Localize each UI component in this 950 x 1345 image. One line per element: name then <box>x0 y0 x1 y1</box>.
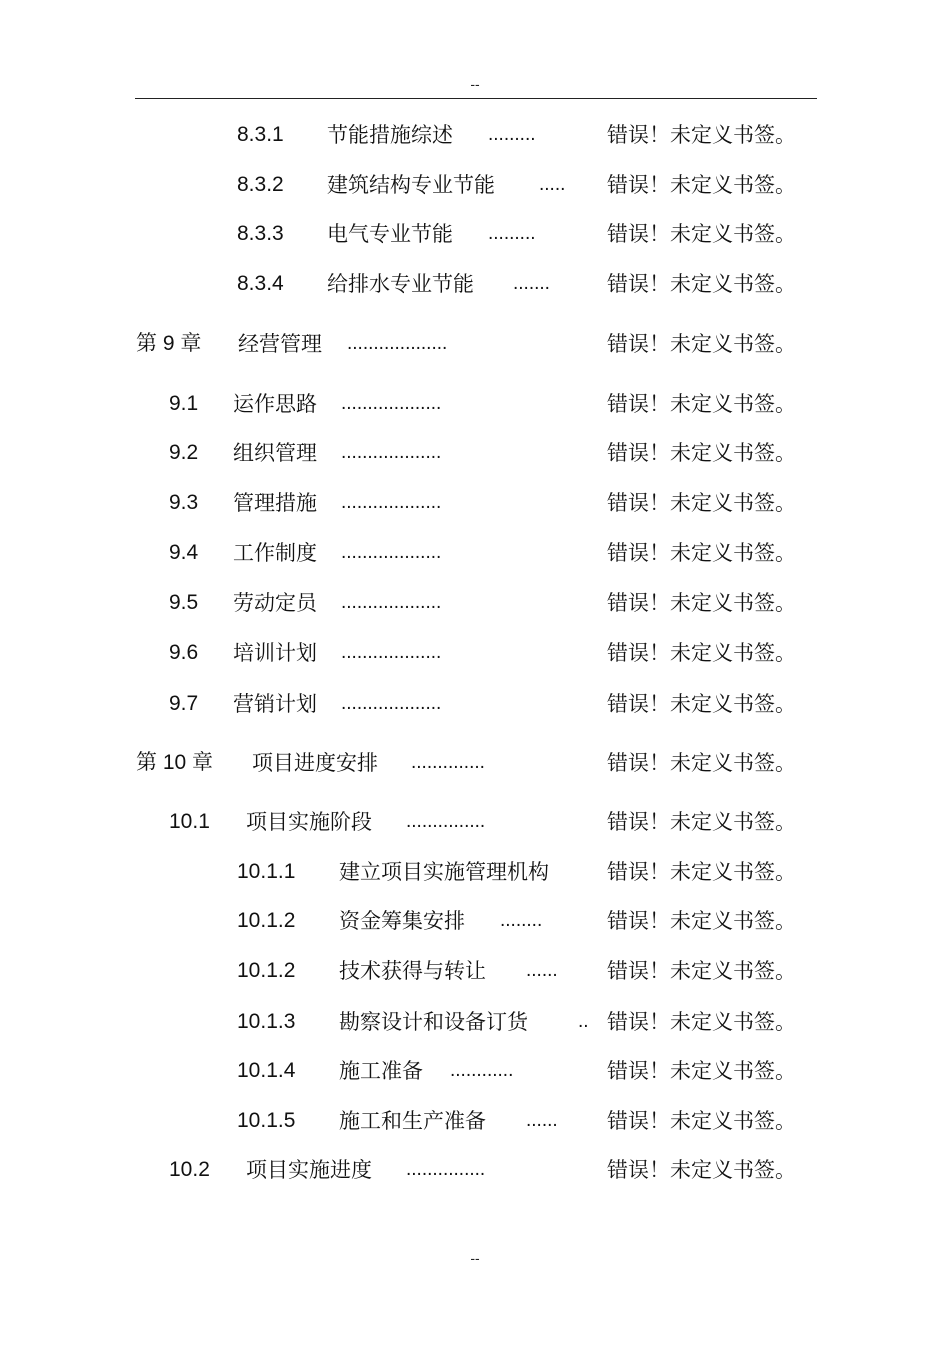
toc-entry-9-3[interactable] <box>0 483 950 523</box>
toc-entry-chapter-9[interactable] <box>0 324 950 364</box>
toc-entry-title: 建筑结构专业节能 <box>327 173 495 197</box>
toc-entry-8-3-4[interactable] <box>0 264 950 304</box>
toc-entry-number: 8.3.3 <box>237 222 284 245</box>
toc-entry-leader: ................... <box>341 693 442 714</box>
toc-entry-title: 项目进度安排 <box>252 751 378 775</box>
footer-page-marker: -- <box>470 1250 480 1266</box>
toc-entry-page-ref: 错误！未定义书签。 <box>607 441 796 465</box>
toc-entry-number: 9.4 <box>169 541 199 564</box>
toc-entry-page-ref: 错误！未定义书签。 <box>607 692 796 716</box>
header-page-marker: -- <box>470 76 480 92</box>
toc-entry-8-3-2[interactable] <box>0 165 950 205</box>
toc-entry-leader: ....... <box>513 273 550 294</box>
toc-entry-title: 技术获得与转让 <box>339 959 486 983</box>
toc-entry-page-ref: 错误！未定义书签。 <box>607 541 796 565</box>
toc-entry-leader: ................... <box>341 542 442 563</box>
toc-entry-9-2[interactable] <box>0 433 950 473</box>
toc-entry-page-ref: 错误！未定义书签。 <box>607 332 796 356</box>
toc-entry-title: 组织管理 <box>233 441 317 465</box>
toc-entry-title: 管理措施 <box>233 491 317 515</box>
toc-entry-page-ref: 错误！未定义书签。 <box>607 1010 796 1034</box>
toc-entry-number: 9.3 <box>169 491 199 514</box>
toc-entry-leader: ......... <box>488 124 536 145</box>
toc-entry-leader: ................... <box>341 442 442 463</box>
toc-entry-title: 培训计划 <box>233 641 317 665</box>
toc-entry-number: 9.6 <box>169 641 199 664</box>
toc-entry-10-1-5[interactable] <box>0 1101 950 1141</box>
toc-entry-title: 项目实施进度 <box>246 1158 372 1182</box>
toc-entry-number: 10.1.5 <box>237 1109 296 1132</box>
toc-entry-10-2[interactable] <box>0 1150 950 1190</box>
toc-entry-number: 10.1.1 <box>237 860 296 883</box>
toc-entry-number: 8.3.2 <box>237 173 284 196</box>
toc-entry-page-ref: 错误！未定义书签。 <box>607 222 796 246</box>
toc-entry-number: 9.2 <box>169 441 199 464</box>
toc-entry-10-1-4[interactable] <box>0 1051 950 1091</box>
toc-entry-number: 10.2 <box>169 1158 210 1181</box>
toc-entry-leader: ...... <box>526 960 558 981</box>
toc-entry-10-1-3[interactable] <box>0 1002 950 1042</box>
toc-entry-number: 第 9 章 <box>136 332 202 355</box>
toc-entry-number: 8.3.1 <box>237 123 284 146</box>
toc-entry-9-4[interactable] <box>0 533 950 573</box>
toc-entry-chapter-10[interactable] <box>0 743 950 783</box>
toc-entry-title: 营销计划 <box>233 692 317 716</box>
toc-entry-page-ref: 错误！未定义书签。 <box>607 1158 796 1182</box>
toc-entry-9-5[interactable] <box>0 583 950 623</box>
toc-entry-9-1[interactable] <box>0 384 950 424</box>
toc-entry-title: 项目实施阶段 <box>246 810 372 834</box>
toc-entry-title: 经营管理 <box>238 332 322 356</box>
toc-entry-9-6[interactable] <box>0 633 950 673</box>
toc-entry-leader: ................... <box>341 492 442 513</box>
toc-entry-10-1-1[interactable] <box>0 852 950 892</box>
toc-entry-number: 9.7 <box>169 692 199 715</box>
toc-entry-title: 工作制度 <box>233 541 317 565</box>
toc-entry-page-ref: 错误！未定义书签。 <box>607 1109 796 1133</box>
toc-entry-title: 给排水专业节能 <box>327 272 474 296</box>
toc-entry-number: 第 10 章 <box>136 751 214 774</box>
toc-entry-leader: ...... <box>526 1110 558 1131</box>
toc-entry-page-ref: 错误！未定义书签。 <box>607 491 796 515</box>
toc-entry-leader: ..... <box>539 174 566 195</box>
toc-entry-8-3-1[interactable] <box>0 115 950 155</box>
toc-entry-number: 10.1.4 <box>237 1059 296 1082</box>
toc-entry-title: 施工和生产准备 <box>339 1109 486 1133</box>
toc-entry-number: 10.1.2 <box>237 909 296 932</box>
toc-entry-title: 节能措施综述 <box>327 123 453 147</box>
toc-entry-title: 电气专业节能 <box>327 222 453 246</box>
toc-entry-leader: ................... <box>341 393 442 414</box>
toc-entry-8-3-3[interactable] <box>0 214 950 254</box>
toc-entry-number: 9.1 <box>169 392 199 415</box>
toc-entry-number: 10.1.3 <box>237 1010 296 1033</box>
toc-entry-page-ref: 错误！未定义书签。 <box>607 810 796 834</box>
toc-entry-leader: ................... <box>341 592 442 613</box>
toc-entry-page-ref: 错误！未定义书签。 <box>607 392 796 416</box>
toc-entry-number: 10.1 <box>169 810 210 833</box>
toc-entry-number: 10.1.2 <box>237 959 296 982</box>
toc-entry-10-1-2-technology[interactable] <box>0 951 950 991</box>
toc-entry-9-7[interactable] <box>0 684 950 724</box>
toc-entry-title: 勘察设计和设备订货 <box>339 1010 528 1034</box>
toc-entry-page-ref: 错误！未定义书签。 <box>607 272 796 296</box>
toc-entry-10-1-2-funding[interactable] <box>0 901 950 941</box>
toc-entry-number: 8.3.4 <box>237 272 284 295</box>
toc-entry-leader: ................... <box>347 333 448 354</box>
toc-entry-leader: ......... <box>488 223 536 244</box>
toc-entry-leader: ............... <box>406 811 486 832</box>
toc-entry-page-ref: 错误！未定义书签。 <box>607 123 796 147</box>
toc-entry-page-ref: 错误！未定义书签。 <box>607 173 796 197</box>
toc-entry-page-ref: 错误！未定义书签。 <box>607 1059 796 1083</box>
toc-entry-page-ref: 错误！未定义书签。 <box>607 860 796 884</box>
toc-entry-title: 建立项目实施管理机构 <box>339 860 549 884</box>
toc-entry-leader: .. <box>578 1011 589 1032</box>
toc-entry-10-1[interactable] <box>0 802 950 842</box>
toc-entry-page-ref: 错误！未定义书签。 <box>607 909 796 933</box>
toc-entry-title: 资金筹集安排 <box>339 909 465 933</box>
toc-entry-leader: ............... <box>406 1159 486 1180</box>
toc-entry-page-ref: 错误！未定义书签。 <box>607 641 796 665</box>
toc-entry-title: 劳动定员 <box>233 591 317 615</box>
toc-entry-page-ref: 错误！未定义书签。 <box>607 959 796 983</box>
toc-entry-leader: ........ <box>500 910 543 931</box>
toc-entry-leader: .............. <box>411 752 485 773</box>
toc-entry-leader: ............ <box>450 1060 514 1081</box>
toc-entry-title: 施工准备 <box>339 1059 423 1083</box>
toc-entry-title: 运作思路 <box>233 392 317 416</box>
toc-entry-leader: ................... <box>341 642 442 663</box>
toc-entry-number: 9.5 <box>169 591 199 614</box>
toc-entry-page-ref: 错误！未定义书签。 <box>607 591 796 615</box>
toc-entry-page-ref: 错误！未定义书签。 <box>607 751 796 775</box>
